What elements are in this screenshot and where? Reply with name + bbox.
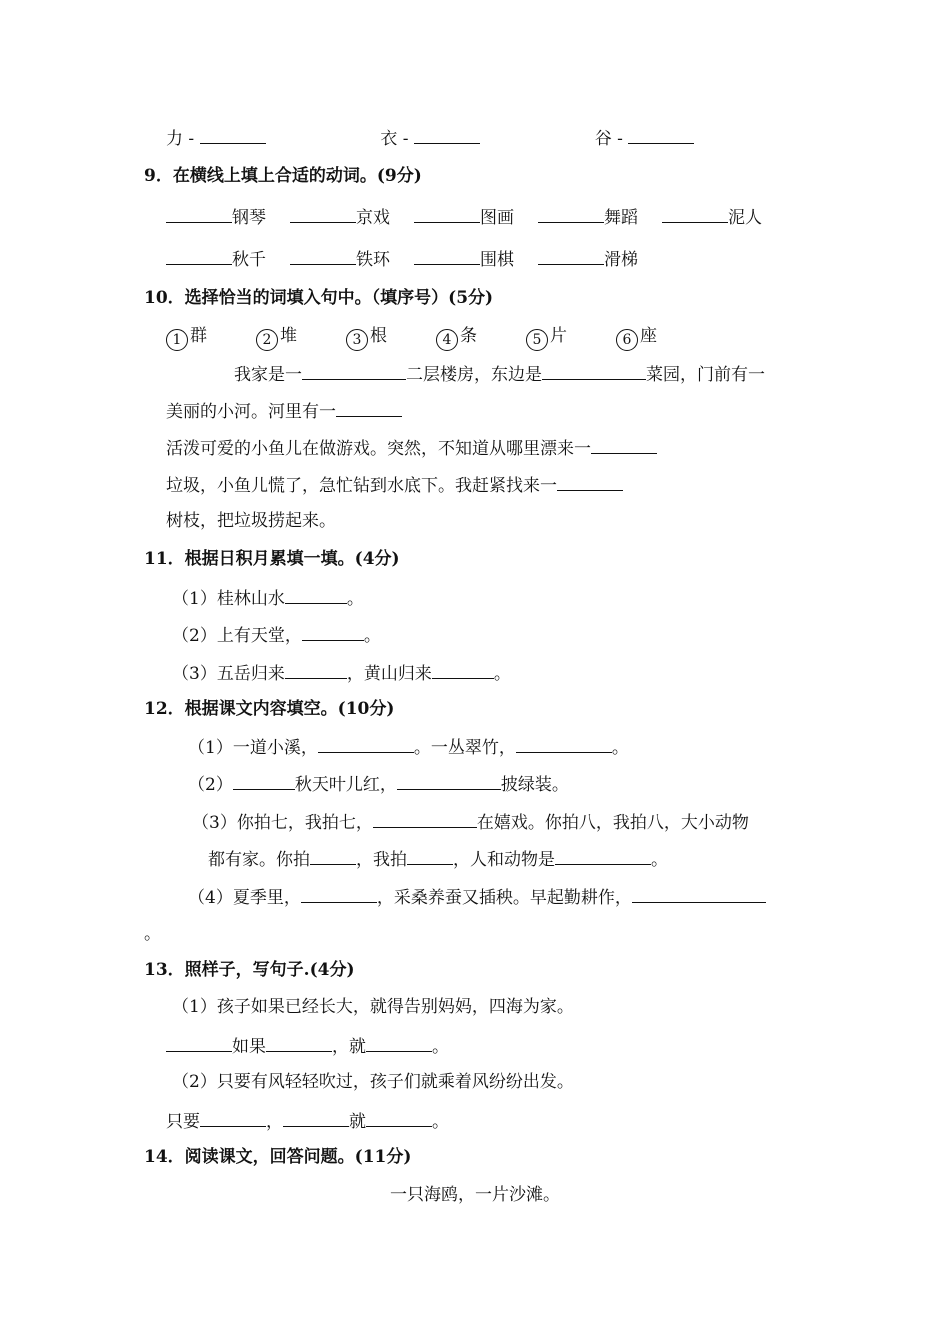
word: 滑梯 (604, 250, 638, 270)
char-gu: 谷 - (594, 129, 629, 149)
q13-answer1 (166, 1034, 449, 1058)
blank[interactable] (397, 772, 501, 790)
q12-item3-cont (208, 847, 668, 871)
q12-title: 12．根据课文内容填空。(10分) (144, 699, 395, 719)
q11-item1 (172, 586, 364, 610)
word: 泥人 (728, 208, 762, 228)
option-word: 条 (460, 326, 477, 346)
blank[interactable] (414, 205, 480, 223)
blank[interactable] (200, 1109, 266, 1127)
text: 就 (349, 1112, 366, 1132)
q12-item1 (188, 735, 629, 759)
text: 。 (346, 589, 364, 609)
circled-number: 5 (526, 329, 548, 351)
text: （1）一道小溪， (188, 738, 318, 758)
blank[interactable] (302, 362, 406, 380)
blank[interactable] (432, 661, 494, 679)
text: 。 (432, 1112, 449, 1132)
word: 京戏 (356, 208, 390, 228)
text: ，人和动物是 (453, 850, 555, 870)
text: 披绿装。 (500, 775, 569, 795)
text: （3）你拍七，我拍七， (192, 813, 373, 833)
blank[interactable] (555, 847, 651, 865)
text: ，采桑养蚕又插秧。早起勤耕作， (376, 888, 632, 908)
q10-line5: 树枝，把垃圾捞起来。 (166, 511, 336, 531)
q10-line3 (166, 436, 657, 460)
blank[interactable] (266, 1034, 332, 1052)
text: 菜园，门前有一 (646, 365, 765, 385)
q12-item4-end: 。 (144, 924, 161, 944)
q11-item3 (172, 661, 511, 685)
blank[interactable] (200, 126, 266, 144)
blank[interactable] (538, 247, 604, 265)
option-word: 片 (550, 326, 567, 346)
circled-number: 3 (346, 329, 368, 351)
blank[interactable] (538, 205, 604, 223)
q14-passage-line: 一只海鸥，一片沙滩。 (390, 1185, 560, 1205)
blank[interactable] (318, 735, 414, 753)
q13-example1: （1）孩子如果已经长大，就得告别妈妈，四海为家。 (172, 997, 574, 1017)
text: 。 (651, 850, 668, 870)
text: 。 (493, 664, 511, 684)
q9-row1 (166, 205, 762, 229)
text: ，就 (332, 1037, 366, 1057)
text: ，黄山归来 (346, 664, 432, 684)
q12-item3 (192, 810, 749, 834)
option (526, 325, 616, 351)
q9-row2 (166, 247, 638, 271)
text: 。一丛翠竹， (413, 738, 516, 758)
blank[interactable] (516, 735, 612, 753)
top-row (166, 126, 694, 150)
text: （1）桂林山水 (172, 589, 285, 609)
circled-number: 2 (256, 329, 278, 351)
option (616, 325, 706, 351)
word: 钢琴 (232, 208, 266, 228)
char-yi: 衣 - (380, 129, 414, 149)
blank[interactable] (542, 362, 646, 380)
q10-options (166, 325, 706, 351)
blank[interactable] (366, 1109, 432, 1127)
option (346, 325, 436, 351)
text: 如果 (232, 1037, 266, 1057)
text: ， (266, 1112, 283, 1132)
circled-number: 1 (166, 329, 188, 351)
option (166, 325, 256, 351)
q10-line1 (234, 362, 765, 386)
text: ，我拍 (356, 850, 407, 870)
blank[interactable] (166, 247, 232, 265)
blank[interactable] (662, 205, 728, 223)
word: 舞蹈 (604, 208, 638, 228)
text: 在嬉戏。你拍八，我拍八，大小动物 (476, 813, 749, 833)
circled-number: 4 (436, 329, 458, 351)
q10-title: 10．选择恰当的词填入句中。（填序号）(5分) (144, 288, 494, 308)
q11-title: 11．根据日积月累填一填。(4分) (144, 549, 400, 569)
option-word: 堆 (280, 326, 297, 346)
q13-title: 13．照样子，写句子.(4分) (144, 960, 355, 980)
blank[interactable] (290, 205, 356, 223)
text: （4）夏季里， (188, 888, 301, 908)
blank[interactable] (166, 205, 232, 223)
text: 垃圾，小鱼儿慌了，急忙钻到水底下。我赶紧找来一 (166, 476, 557, 496)
text: 。 (432, 1037, 449, 1057)
text: 活泼可爱的小鱼儿在做游戏。突然，不知道从哪里漂来一 (166, 439, 591, 459)
word: 铁环 (356, 250, 390, 270)
blank[interactable] (290, 247, 356, 265)
q10-line4 (166, 473, 623, 497)
blank[interactable] (373, 810, 477, 828)
option (436, 325, 526, 351)
text: （2） (188, 775, 233, 795)
blank[interactable] (407, 847, 453, 865)
option-word: 根 (370, 326, 387, 346)
blank[interactable] (166, 1034, 232, 1052)
text: 我家是一 (234, 365, 302, 385)
blank[interactable] (285, 661, 347, 679)
word: 围棋 (480, 250, 514, 270)
option-word: 座 (640, 326, 657, 346)
q13-answer2 (166, 1109, 449, 1133)
blank[interactable] (301, 885, 377, 903)
text: 二层楼房，东边是 (406, 365, 542, 385)
blank[interactable] (414, 126, 480, 144)
text: 。 (611, 738, 629, 758)
blank[interactable] (283, 1109, 349, 1127)
blank[interactable] (591, 436, 657, 454)
option-word: 群 (190, 326, 207, 346)
text: 。 (363, 626, 381, 646)
text: （2）上有天堂， (172, 626, 302, 646)
q9-title: 9．在横线上填上合适的动词。(9分) (144, 166, 422, 186)
blank[interactable] (233, 772, 295, 790)
blank[interactable] (310, 847, 356, 865)
blank[interactable] (414, 247, 480, 265)
q10-line2 (166, 399, 402, 423)
text: （3）五岳归来 (172, 664, 285, 684)
q11-item2 (172, 623, 381, 647)
text: 美丽的小河。河里有一 (166, 402, 336, 422)
blank[interactable] (632, 885, 766, 903)
option (256, 325, 346, 351)
blank[interactable] (628, 126, 694, 144)
blank[interactable] (336, 399, 402, 417)
text: 只要 (166, 1112, 200, 1132)
word: 秋千 (232, 250, 266, 270)
text: 都有家。你拍 (208, 850, 310, 870)
text: 秋天叶儿红， (294, 775, 397, 795)
circled-number: 6 (616, 329, 638, 351)
blank[interactable] (557, 473, 623, 491)
blank[interactable] (366, 1034, 432, 1052)
char-li: 力 - (166, 129, 200, 149)
q13-example2: （2）只要有风轻轻吹过，孩子们就乘着风纷纷出发。 (172, 1072, 574, 1092)
q12-item2 (188, 772, 569, 796)
q14-title: 14．阅读课文，回答问题。(11分) (144, 1147, 412, 1167)
blank[interactable] (302, 623, 364, 641)
blank[interactable] (285, 586, 347, 604)
q12-item4 (188, 885, 766, 909)
word: 图画 (480, 208, 514, 228)
